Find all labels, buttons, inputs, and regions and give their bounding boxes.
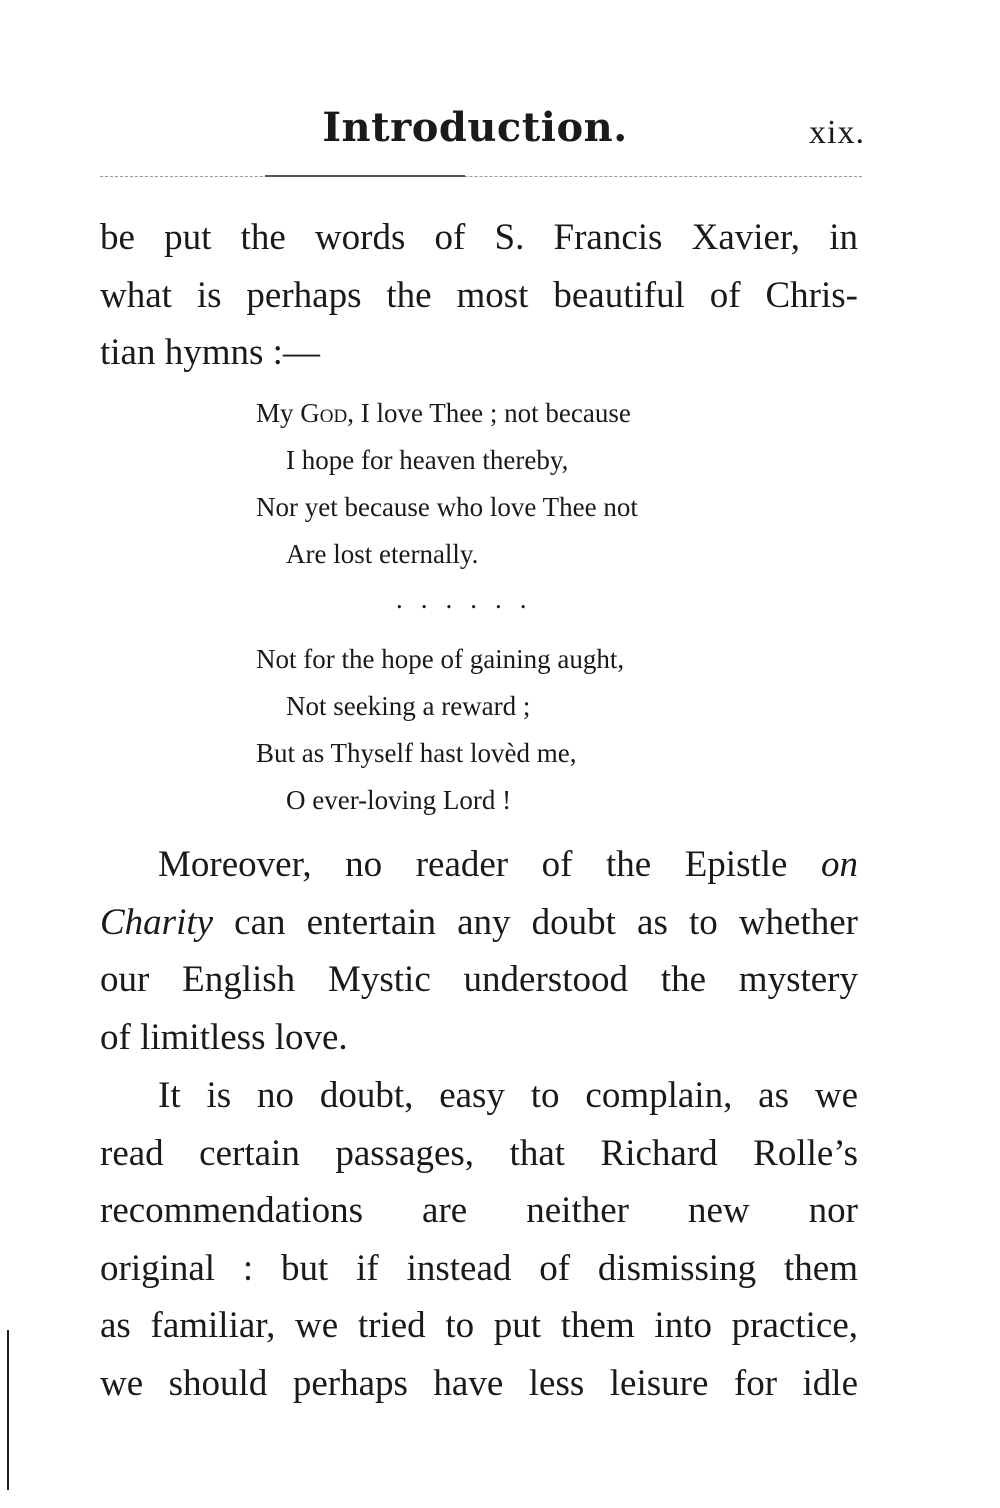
- italic-text: Charity: [100, 901, 214, 943]
- text-line: original : but if instead of dismissing them: [100, 1247, 858, 1289]
- poem-line: Not for the hope of gaining aught,: [256, 644, 625, 674]
- page-number: xix.: [809, 114, 865, 151]
- poem-line-part: My: [256, 398, 301, 428]
- text-line: be put the words of S. Francis Xavier, in: [100, 217, 858, 258]
- text-line: of limitless love.: [100, 1016, 348, 1058]
- poem-line: Nor yet because who love Thee not: [256, 492, 638, 522]
- poem-line: [256, 390, 776, 437]
- poem-line-part: , I love Thee ; not because: [347, 398, 631, 428]
- running-head-title: Introduction.: [322, 104, 628, 151]
- poem-line: I hope for heaven thereby,: [286, 445, 569, 475]
- poem-line: Not seeking a reward ;: [286, 691, 531, 721]
- small-caps-word: God: [300, 398, 348, 428]
- text-part: Moreover, no reader of the Epistle: [158, 844, 821, 885]
- header-rule: [100, 176, 862, 177]
- text-part: can entertain any doubt as to whether: [213, 901, 858, 943]
- poem-line: But as Thyself hast lovèd me,: [256, 738, 577, 768]
- text-line: It is no doubt, easy to complain, as we: [158, 1075, 858, 1116]
- paragraph-2: [100, 836, 858, 1066]
- text-line: as familiar, we tried to put them into practice,: [100, 1305, 858, 1346]
- italic-text: on: [821, 844, 858, 885]
- text-line: tian hymns :—: [100, 332, 320, 373]
- text-line: we should perhaps have less leisure for idle: [100, 1362, 858, 1404]
- text-line: our English Mystic understood the mystery: [100, 959, 858, 1000]
- text-line: recommendations are neither new nor: [100, 1190, 858, 1231]
- text-line: [100, 836, 858, 894]
- text-line: [100, 894, 858, 952]
- poem-line: O ever-loving Lord !: [286, 785, 512, 815]
- text-line: read certain passages, that Richard Rolle’s: [100, 1132, 858, 1174]
- paragraph-1: [100, 209, 858, 382]
- poem-line: Are lost eternally.: [286, 539, 479, 569]
- poem-stanza-2: [256, 636, 776, 824]
- scan-margin-line: [7, 1330, 9, 1490]
- poem-stanza-1: [256, 390, 776, 578]
- header-rule-solid: [265, 175, 465, 177]
- ellipsis-dots: ......: [396, 584, 545, 614]
- paragraph-3: [100, 1067, 858, 1412]
- text-line: what is perhaps the most beautiful of Chris-: [100, 274, 858, 316]
